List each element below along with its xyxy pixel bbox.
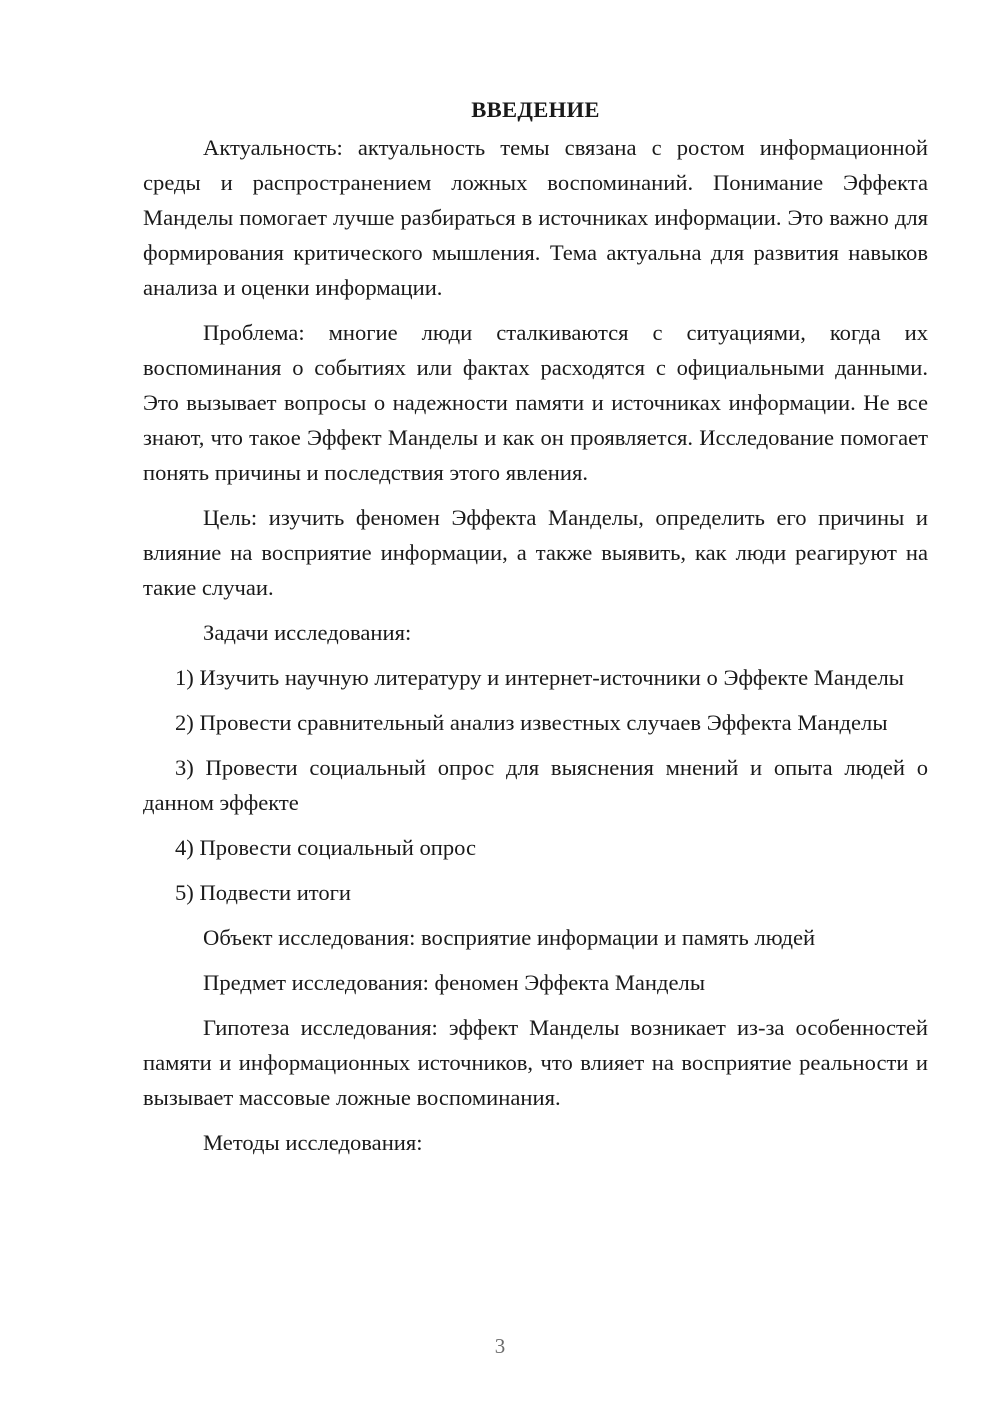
methods-heading: Методы исследования: bbox=[203, 1130, 423, 1155]
goal-paragraph: Цель: изучить феномен Эффекта Манделы, определить его причины и влияние на восприятие информации, а также выявить, как люди реагируют на такие случаи. bbox=[143, 505, 928, 600]
task-item-2: 2) Провести сравнительный анализ известных случаев Эффекта Манделы bbox=[175, 710, 888, 735]
research-object: Объект исследования: восприятие информации и память людей bbox=[203, 925, 816, 950]
tasks-heading: Задачи исследования: bbox=[203, 620, 412, 645]
page-number: 3 bbox=[494, 1334, 506, 1358]
task-item-4: 4) Провести социальный опрос bbox=[175, 835, 477, 860]
document-page bbox=[143, 92, 928, 1170]
relevance-paragraph: Актуальность: актуальность темы связана с ростом информационной среды и распространением ложных воспоминаний. Понимание Эффекта Манделы помогает лучше разбираться в источниках информации. Это важно для формирования критического мышления. Тема актуальна для развития навыков анализа и оценки информации. bbox=[143, 135, 928, 300]
page-title: ВВЕДЕНИЕ bbox=[471, 97, 600, 122]
problem-paragraph: Проблема: многие люди сталкиваются с ситуациями, когда их воспоминания о событиях или фактах расходятся с официальными данными. Это вызывает вопросы о надежности памяти и источниках информации. Не все знают, что такое Эффект Манделы и как он проявляется. Исследование помогает понять причины и последствия этого явления. bbox=[143, 320, 928, 485]
task-item-1: 1) Изучить научную литературу и интернет-источники о Эффекте Манделы bbox=[175, 665, 904, 690]
task-item-3: 3) Провести социальный опрос для выяснения мнений и опыта людей о данном эффекте bbox=[143, 755, 928, 815]
research-hypothesis: Гипотеза исследования: эффект Манделы возникает из-за особенностей памяти и информационных источников, что влияет на восприятие реальности и вызывает массовые ложные воспоминания. bbox=[143, 1015, 928, 1110]
research-subject: Предмет исследования: феномен Эффекта Манделы bbox=[203, 970, 706, 995]
task-item-5: 5) Подвести итоги bbox=[175, 880, 352, 905]
